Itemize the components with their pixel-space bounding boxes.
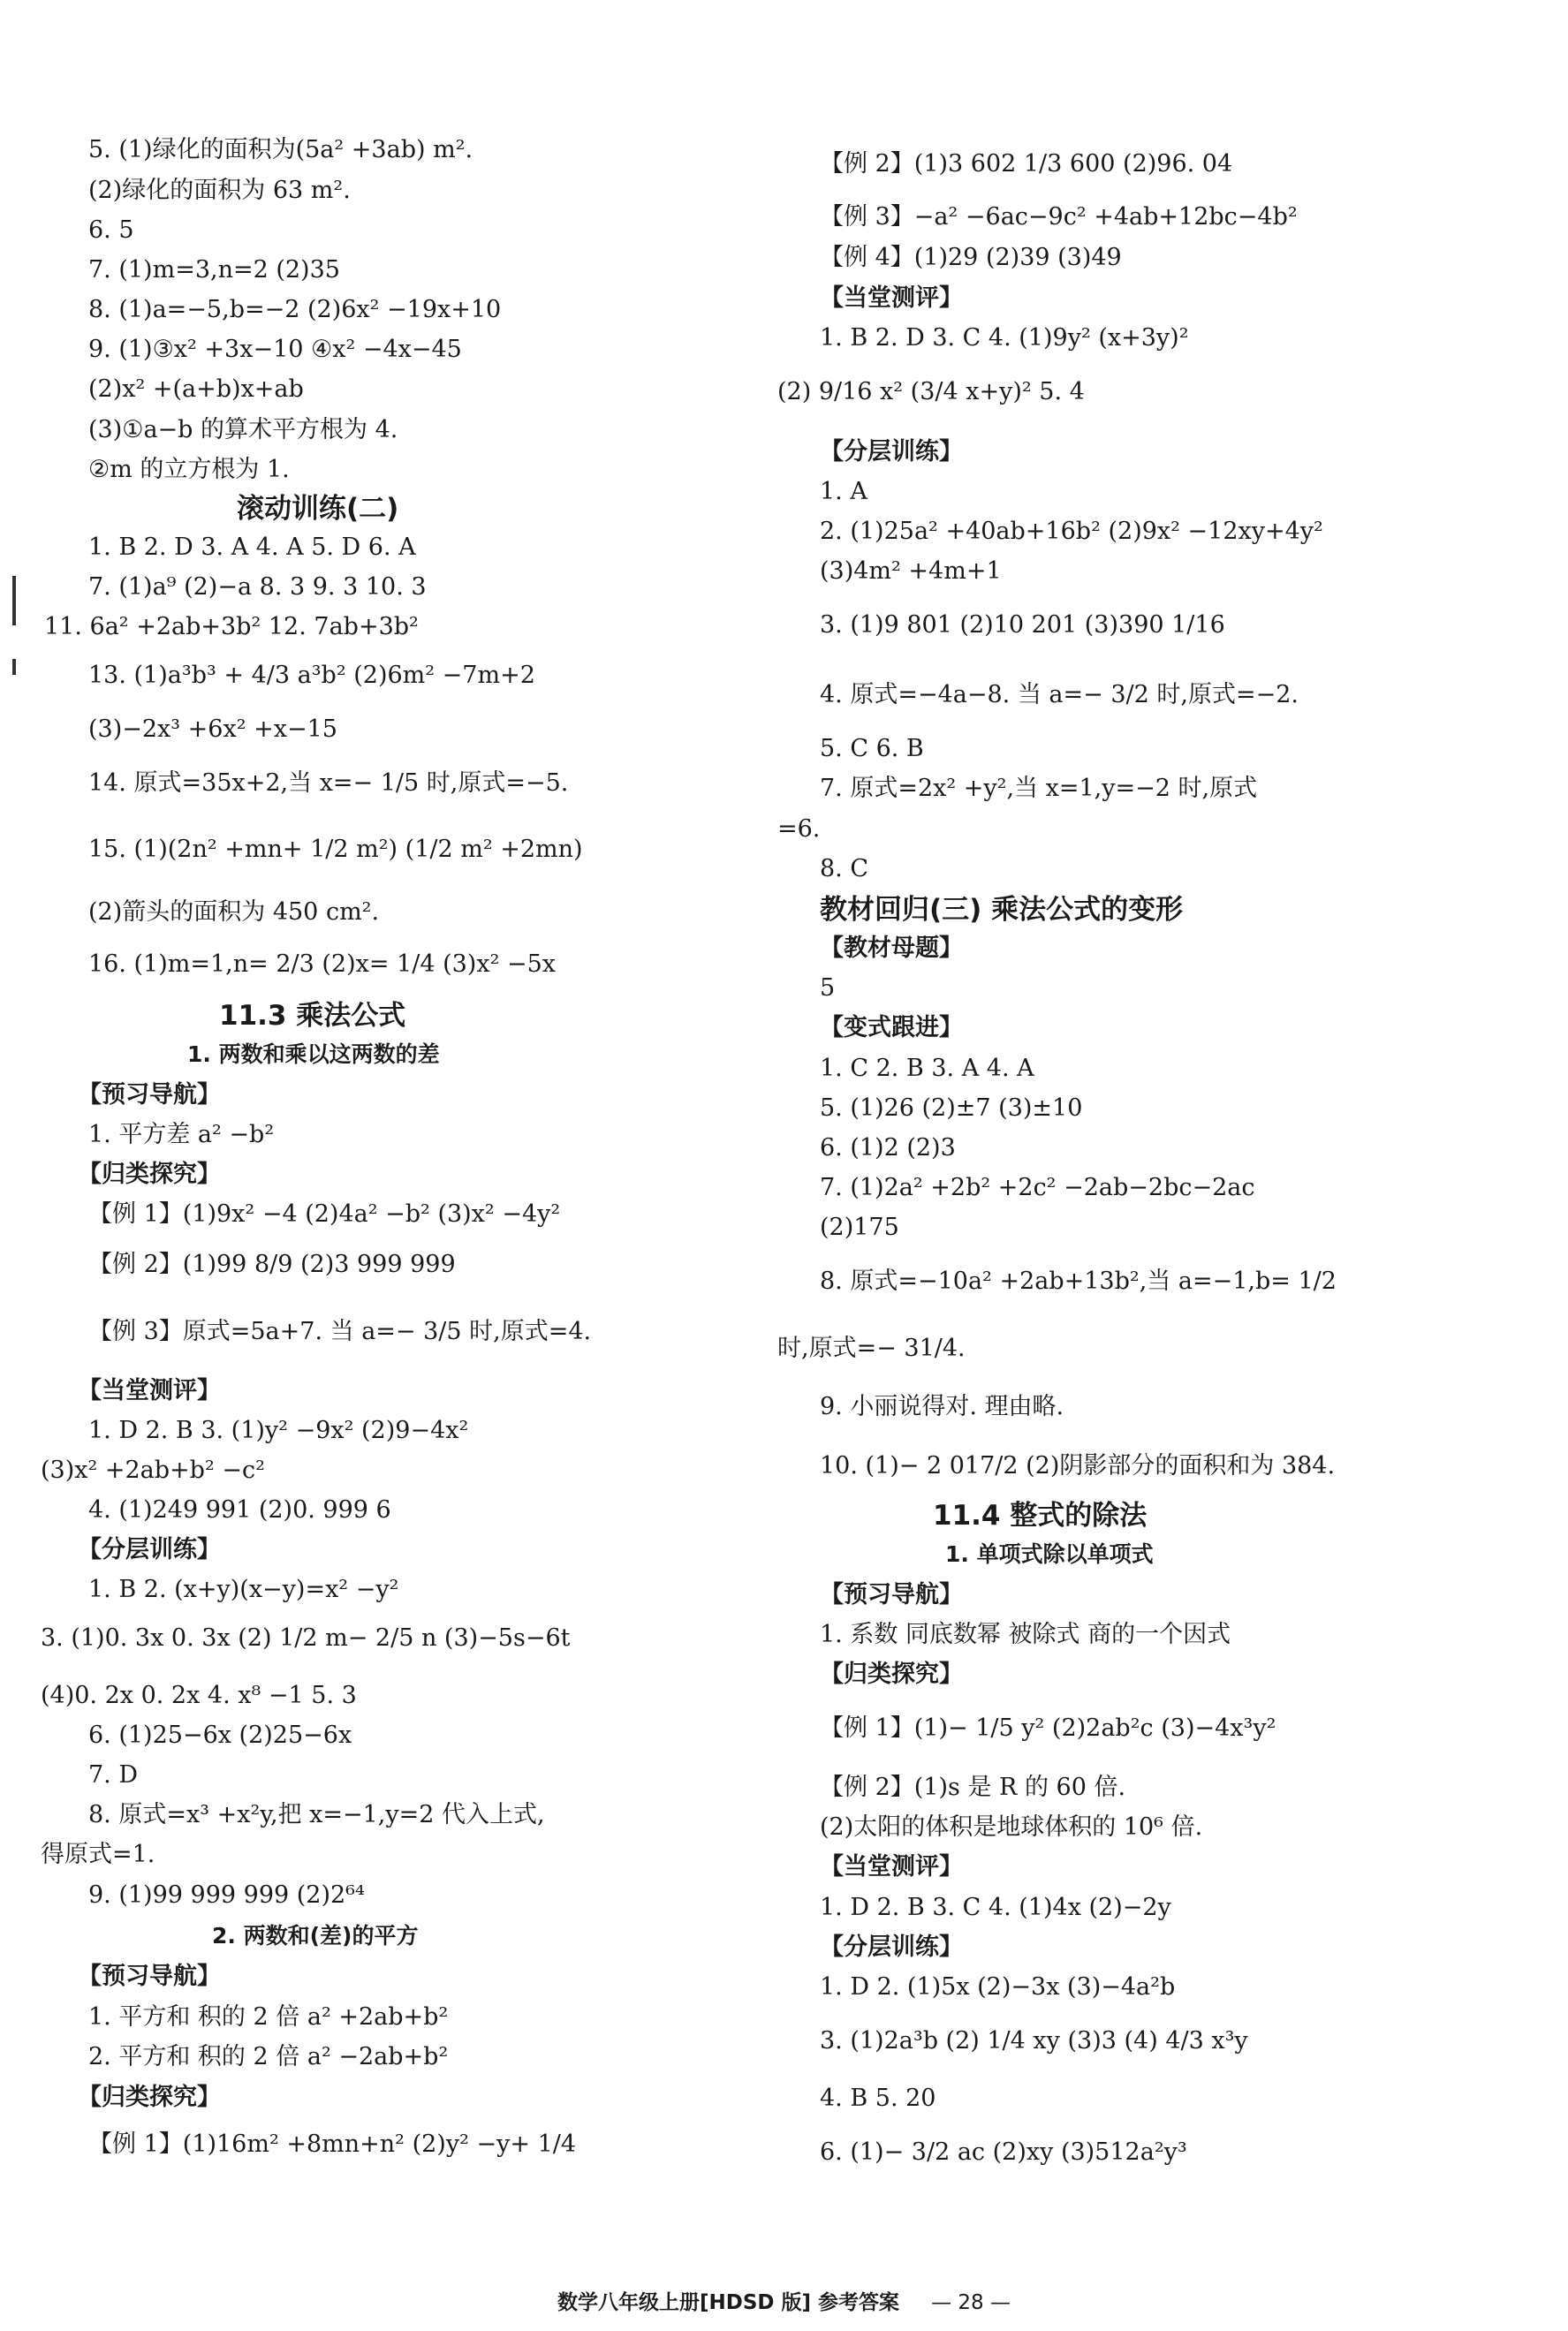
answer-line: 11. 6a² +2ab+3b² 12. 7ab+3b² bbox=[44, 613, 419, 640]
answer-line: (2)绿化的面积为 63 m². bbox=[88, 177, 351, 204]
answer-line: 9. (1)99 999 999 (2)2⁶⁴ bbox=[88, 1881, 365, 1909]
page-number: — 28 — bbox=[931, 2291, 1011, 2314]
answer-line: 6. (1)− 3/2 ac (2)xy (3)512a²y³ bbox=[820, 2138, 1187, 2166]
answer-line: 16. (1)m=1,n= 2/3 (2)x= 1/4 (3)x² −5x bbox=[88, 950, 557, 978]
answer-line: 1. B 2. (x+y)(x−y)=x² −y² bbox=[88, 1576, 399, 1603]
answer-line: 15. (1)(2n² +mn+ 1/2 m²) (1/2 m² +2mn) bbox=[88, 836, 583, 863]
answer-line: 7. 原式=2x² +y²,当 x=1,y=−2 时,原式 bbox=[820, 775, 1258, 802]
answer-line: 3. (1)2a³b (2) 1/4 xy (3)3 (4) 4/3 x³y bbox=[820, 2027, 1248, 2055]
answer-line: 5. (1)26 (2)±7 (3)±10 bbox=[820, 1094, 1083, 1122]
answer-line: 4. (1)249 991 (2)0. 999 6 bbox=[88, 1496, 391, 1524]
answer-line: 【例 3】−a² −6ac−9c² +4ab+12bc−4b² bbox=[820, 203, 1298, 231]
answer-line: 1. D 2. (1)5x (2)−3x (3)−4a²b bbox=[820, 1973, 1176, 2001]
answer-line: 8. (1)a=−5,b=−2 (2)6x² −19x+10 bbox=[88, 296, 502, 323]
answer-line: 【例 3】原式=5a+7. 当 a=− 3/5 时,原式=4. bbox=[88, 1318, 592, 1345]
section-heading: 【当堂测评】 bbox=[78, 1377, 221, 1404]
answer-line: (2)太阳的体积是地球体积的 10⁶ 倍. bbox=[820, 1813, 1203, 1841]
subsection-title: 2. 两数和(差)的平方 bbox=[212, 1923, 419, 1949]
answer-line: 4. B 5. 20 bbox=[820, 2085, 936, 2112]
answer-line: 【例 1】(1)− 1/5 y² (2)2ab²c (3)−4x³y² bbox=[820, 1714, 1276, 1742]
answer-line: 13. (1)a³b³ + 4/3 a³b² (2)6m² −7m+2 bbox=[88, 662, 535, 689]
answer-line: 1. 平方和 积的 2 倍 a² +2ab+b² bbox=[88, 2003, 449, 2031]
answer-line: 3. (1)9 801 (2)10 201 (3)390 1/16 bbox=[820, 611, 1225, 639]
answer-line: 1. C 2. B 3. A 4. A bbox=[820, 1055, 1034, 1082]
section-heading: 【归类探究】 bbox=[78, 1161, 221, 1188]
answer-line: 【例 1】(1)9x² −4 (2)4a² −b² (3)x² −4y² bbox=[88, 1200, 561, 1228]
answer-line: 7. D bbox=[88, 1761, 138, 1789]
answer-line: 7. (1)m=3,n=2 (2)35 bbox=[88, 256, 340, 284]
answer-line: (2)175 bbox=[820, 1214, 899, 1241]
answer-line: 1. D 2. B 3. (1)y² −9x² (2)9−4x² bbox=[88, 1417, 469, 1444]
answer-line: (2)x² +(a+b)x+ab bbox=[88, 375, 304, 403]
section-heading: 【归类探究】 bbox=[78, 2084, 221, 2111]
answer-line: 【例 4】(1)29 (2)39 (3)49 bbox=[820, 244, 1122, 271]
answer-line: =6. bbox=[777, 815, 821, 843]
binding-mark bbox=[12, 659, 16, 675]
answer-line: 6. 5 bbox=[88, 216, 134, 244]
answer-line: 4. 原式=−4a−8. 当 a=− 3/2 时,原式=−2. bbox=[820, 681, 1299, 708]
answer-line: 7. (1)2a² +2b² +2c² −2ab−2bc−2ac bbox=[820, 1174, 1255, 1201]
answer-line: 【例 2】(1)99 8/9 (2)3 999 999 bbox=[88, 1251, 456, 1278]
answer-line: 1. D 2. B 3. C 4. (1)4x (2)−2y bbox=[820, 1894, 1171, 1921]
answer-line: 1. 平方差 a² −b² bbox=[88, 1121, 275, 1148]
answer-line: (3)4m² +4m+1 bbox=[820, 557, 1002, 585]
answer-line: 8. 原式=−10a² +2ab+13b²,当 a=−1,b= 1/2 bbox=[820, 1268, 1337, 1295]
subsection-title: 1. 两数和乘以这两数的差 bbox=[187, 1041, 440, 1067]
answer-line: 得原式=1. bbox=[41, 1841, 155, 1868]
section-heading: 【分层训练】 bbox=[820, 1934, 963, 1961]
answer-line: 1. 系数 同底数幂 被除式 商的一个因式 bbox=[820, 1621, 1231, 1648]
footer-book-title: 数学八年级上册[HDSD 版] 参考答案 bbox=[557, 2291, 900, 2314]
answer-line: 8. C bbox=[820, 855, 869, 882]
answer-line: (2) 9/16 x² (3/4 x+y)² 5. 4 bbox=[777, 378, 1085, 405]
section-heading: 【预习导航】 bbox=[820, 1581, 963, 1608]
answer-line: 5. C 6. B bbox=[820, 735, 924, 762]
answer-line: 【例 2】(1)s 是 R 的 60 倍. bbox=[820, 1774, 1126, 1801]
section-title: 教材回归(三) 乘法公式的变形 bbox=[820, 894, 1184, 926]
answer-line: 1. B 2. D 3. C 4. (1)9y² (x+3y)² bbox=[820, 324, 1189, 352]
answer-line: (3)x² +2ab+b² −c² bbox=[41, 1457, 265, 1484]
answer-line: 【例 1】(1)16m² +8mn+n² (2)y² −y+ 1/4 bbox=[88, 2130, 577, 2158]
answer-line: 9. 小丽说得对. 理由略. bbox=[820, 1393, 1064, 1420]
answer-line: 8. 原式=x³ +x²y,把 x=−1,y=2 代入上式, bbox=[88, 1801, 545, 1828]
answer-line: (3)①a−b 的算术平方根为 4. bbox=[88, 416, 398, 443]
section-title: 滚动训练(二) bbox=[237, 493, 399, 525]
section-heading: 【分层训练】 bbox=[78, 1536, 221, 1563]
answer-line: 6. (1)25−6x (2)25−6x bbox=[88, 1722, 352, 1749]
answer-line: 5. (1)绿化的面积为(5a² +3ab) m². bbox=[88, 136, 473, 163]
binding-mark bbox=[12, 576, 16, 625]
section-heading: 【归类探究】 bbox=[820, 1661, 963, 1688]
answer-line: (2)箭头的面积为 450 cm². bbox=[88, 898, 380, 926]
section-heading: 【分层训练】 bbox=[820, 438, 963, 465]
answer-line: 时,原式=− 31/4. bbox=[777, 1335, 966, 1362]
subsection-title: 1. 单项式除以单项式 bbox=[945, 1541, 1154, 1567]
answer-line: 1. B 2. D 3. A 4. A 5. D 6. A bbox=[88, 534, 416, 561]
answer-line: 2. 平方和 积的 2 倍 a² −2ab+b² bbox=[88, 2043, 449, 2070]
section-heading: 【变式跟进】 bbox=[820, 1014, 963, 1041]
section-title: 11.3 乘法公式 bbox=[219, 1000, 406, 1032]
answer-line: (4)0. 2x 0. 2x 4. x⁸ −1 5. 3 bbox=[41, 1682, 357, 1709]
answer-line: 1. A bbox=[820, 478, 867, 505]
answer-line: 6. (1)2 (2)3 bbox=[820, 1134, 956, 1162]
page-footer bbox=[0, 2288, 1568, 2318]
answer-line: 5 bbox=[820, 974, 836, 1002]
answer-line: 3. (1)0. 3x 0. 3x (2) 1/2 m− 2/5 n (3)−5s−6t bbox=[41, 1624, 571, 1652]
section-heading: 【当堂测评】 bbox=[820, 284, 963, 312]
section-heading: 【教材母题】 bbox=[820, 935, 963, 962]
answer-line: 10. (1)− 2 017/2 (2)阴影部分的面积和为 384. bbox=[820, 1452, 1336, 1480]
answer-line: 2. (1)25a² +40ab+16b² (2)9x² −12xy+4y² bbox=[820, 518, 1323, 545]
answer-line: (3)−2x³ +6x² +x−15 bbox=[88, 715, 337, 743]
answer-line: 7. (1)a⁹ (2)−a 8. 3 9. 3 10. 3 bbox=[88, 573, 427, 601]
section-heading: 【预习导航】 bbox=[78, 1963, 221, 1990]
answer-line: 【例 2】(1)3 602 1/3 600 (2)96. 04 bbox=[820, 150, 1233, 178]
section-heading: 【预习导航】 bbox=[78, 1081, 221, 1109]
section-heading: 【当堂测评】 bbox=[820, 1853, 963, 1881]
answer-line: 14. 原式=35x+2,当 x=− 1/5 时,原式=−5. bbox=[88, 769, 569, 797]
answer-line: 9. (1)③x² +3x−10 ④x² −4x−45 bbox=[88, 336, 462, 363]
section-title: 11.4 整式的除法 bbox=[933, 1500, 1148, 1532]
answer-line: ②m 的立方根为 1. bbox=[88, 456, 290, 483]
